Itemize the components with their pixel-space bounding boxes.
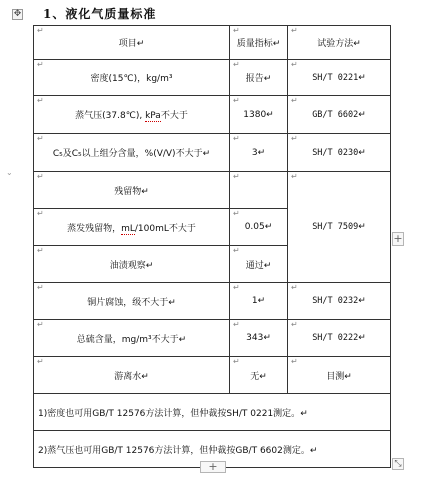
vapor-pressure-index-cell[interactable]: ↵ 1380↵ <box>230 96 288 134</box>
free-water-index-cell[interactable]: ↵ 无↵ <box>230 357 288 394</box>
table-row <box>34 134 391 172</box>
residue-index-cell[interactable]: ↵ <box>230 172 288 209</box>
table-row <box>34 394 391 431</box>
evap-residue-index-cell[interactable]: ↵ 0.05↵ <box>230 209 288 246</box>
evap-residue-item-cell[interactable]: ↵ 蒸发残留物，mL/100mL不大于 <box>34 209 230 246</box>
table-resize-handle-icon[interactable]: ⤡ <box>392 458 404 470</box>
add-row-button[interactable]: + <box>200 461 226 473</box>
oil-stain-index-cell[interactable]: ↵ 通过↵ <box>230 246 288 283</box>
header-index-cell[interactable]: ↵ 质量指标↵ <box>230 26 288 60</box>
oil-stain-item-cell[interactable]: ↵ 油渍观察↵ <box>34 246 230 283</box>
table-row <box>34 320 391 357</box>
note-density-cell[interactable]: 1)密度也可用GB/T 12576方法计算，但仲裁按SH/T 0221测定。↵ <box>34 394 391 431</box>
add-column-button[interactable]: + <box>393 232 403 245</box>
residue-method-cell[interactable]: ↵ SH/T 7509↵ <box>288 172 391 283</box>
vapor-pressure-item-cell[interactable]: ↵ 蒸气压(37.8℃), kPa不大于 <box>34 96 230 134</box>
note-vapor-pressure-cell[interactable]: 2)蒸气压也可用GB/T 12576方法计算，但仲裁按GB/T 6602测定。↵ <box>34 431 391 468</box>
c5-content-index-cell[interactable]: ↵ 3↵ <box>230 134 288 172</box>
table-move-handle-icon[interactable]: ✥ <box>13 9 22 19</box>
density-method-cell[interactable]: ↵ SH/T 0221↵ <box>288 60 391 96</box>
table-row <box>34 96 391 134</box>
vapor-pressure-method-cell[interactable]: ↵ GB/T 6602↵ <box>288 96 391 134</box>
free-water-item-cell[interactable]: ↵ 游离水↵ <box>34 357 230 394</box>
section-heading: 1、液化气质量标准 <box>43 7 157 21</box>
table-row <box>34 172 391 209</box>
margin-marker-icon: ⌄ <box>6 168 13 177</box>
quality-standard-table <box>33 25 391 468</box>
table-row <box>34 60 391 96</box>
header-method-cell[interactable]: ↵ 试验方法↵ <box>288 26 391 60</box>
c5-content-item-cell[interactable]: ↵ C₅及C₅以上组分含量，%(V/V)不大于↵ <box>34 134 230 172</box>
table-row <box>34 26 391 60</box>
density-item-cell[interactable]: ↵ 密度(15℃)，kg/m³ <box>34 60 230 96</box>
copper-corrosion-method-cell[interactable]: ↵ SH/T 0232↵ <box>288 283 391 320</box>
table-row <box>34 357 391 394</box>
total-sulfur-index-cell[interactable]: ↵ 343↵ <box>230 320 288 357</box>
header-item-cell[interactable]: ↵ 项目↵ <box>34 26 230 60</box>
c5-content-method-cell[interactable]: ↵ SH/T 0230↵ <box>288 134 391 172</box>
table-row <box>34 283 391 320</box>
copper-corrosion-item-cell[interactable]: ↵ 铜片腐蚀，级不大于↵ <box>34 283 230 320</box>
free-water-method-cell[interactable]: ↵ 目测↵ <box>288 357 391 394</box>
residue-item-cell[interactable]: ↵ 残留物↵ <box>34 172 230 209</box>
copper-corrosion-index-cell[interactable]: ↵ 1↵ <box>230 283 288 320</box>
total-sulfur-method-cell[interactable]: ↵ SH/T 0222↵ <box>288 320 391 357</box>
density-index-cell[interactable]: ↵ 报告↵ <box>230 60 288 96</box>
total-sulfur-item-cell[interactable]: ↵ 总硫含量，mg/m³不大于↵ <box>34 320 230 357</box>
